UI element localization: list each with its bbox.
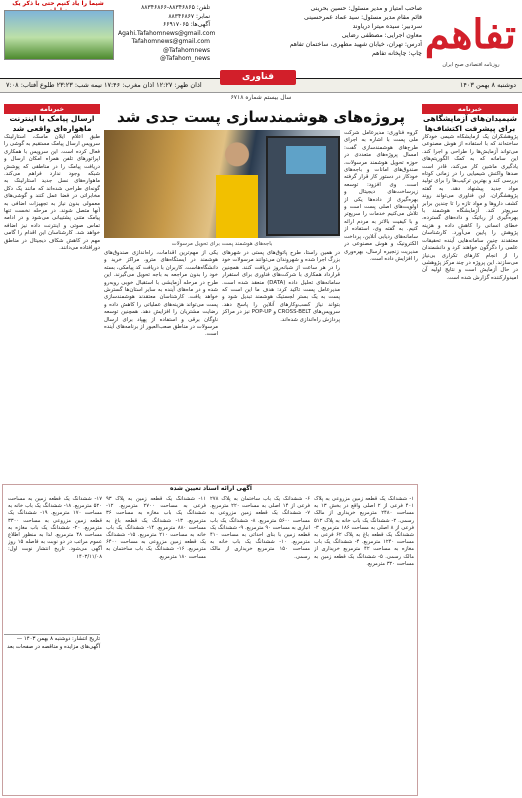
column-title[interactable]: شیمیدان‌های آزمایشگاهی برای پیشرفت اکتشاف‌ها [422, 114, 518, 133]
column-head: خبرنامه [422, 104, 518, 114]
section-badge: فناوری [220, 70, 296, 85]
printing-line: چاپ: چاپخانه تفاهم [371, 50, 422, 57]
column-head: خبرنامه [4, 104, 100, 114]
deputy-line: قائم مقام مدیر مسئول: سید عماد عمرحسینی [304, 14, 422, 21]
deputy-editor-line: معاون اجرایی: مصطفی رضایی [341, 32, 422, 39]
phone-line: تلفن: ۸۸۳۴۶۸۶۵-۸۸۳۴۶۸۶۶ [141, 4, 210, 11]
notice-column-4: ۱۷- ششدانگ یک قطعه زمین به مساحت ۵۲۰ مترمربع. ۱۸- ششدانگ یک باب خانه به مساحت ۱۷۰ مترمربع. ۱۹- ششدانگ یک قطعه زمین مزروعی به مساحت ۳۳۰۰ مترمربع. ۲۰- ششدانگ یک باب مغازه به مساحت ۴۸ مترمربع. لذا به منظور اطلاع عموم مراتب در دو نوبت به فاصله ۱۵ روز آگهی می‌شود. تاریخ انتشار نوبت اول: ۱۴۰۳/۱۱/۰۸ [8, 496, 102, 560]
photo-caption: باجه‌های هوشمند پست برای تحویل مرسولات [171, 241, 273, 247]
manager-line: صاحب امتیاز و مدیر مسئول: حسین بحرینی [310, 5, 422, 12]
email-link-ads[interactable]: Agahi.Tafahomnews@gmail.com [118, 29, 216, 37]
lower-left-box: تاریخ انتشار: دوشنبه ۸ بهمن ۱۴۰۳ — آگهی‌های مزایده و مناقصه در صفحات بعد [4, 634, 100, 795]
date-text: دوشنبه ۸ بهمن ۱۴۰۳ [459, 81, 516, 89]
masthead-contacts [118, 4, 216, 64]
newspaper-logo: تفاهم [424, 11, 516, 58]
kiosk-screen-graphic [286, 146, 326, 174]
social-link-1[interactable]: @Tafahomnews [163, 46, 210, 54]
column-body: پژوهشگران یک آزمایشگاه شیمی خودکار ساخته‌اند که با استفاده از هوش مصنوعی می‌تواند آزمایش‌ها را طراحی و اجرا کند. این سامانه که به کمک الگوریتم‌های یادگیری ماشین کار می‌کند، قادر است صدها واکنش شیمیایی را در زمانی کوتاه بررسی کند و بهترین ترکیب‌ها را برای تولید مواد جدید پیشنهاد دهد. به گفته پژوهشگران، این فناوری می‌تواند روند کشف داروها و مواد تازه را تا چندین برابر سریع‌تر کند. آزمایشگاه هوشمند با بهره‌گیری از رباتیک و داده‌های گسترده، خطای انسانی را کاهش داده و هزینه پژوهش را پایین می‌آورد. کارشناسان معتقدند چنین سامانه‌هایی آینده تحقیقات علمی را دگرگون خواهند کرد و دانشمندان را از انجام کارهای تکراری بی‌نیاز می‌سازند. این پروژه در چند مرکز پژوهشی در حال آزمایش است و نتایج اولیه آن امیدوارکننده گزارش شده است. [422, 134, 518, 281]
editor-line: سردبیر: سیده میترا دریاوند [352, 23, 422, 30]
notice-column-1: ۱- ششدانگ یک قطعه زمین مزروعی به پلاک ۴۰۱ فرعی از ۲ اصلی واقع در بخش ۱۳ به مساحت ۲۴۸۰ مترمربع خریداری از مالک رسمی. ۲- ششدانگ یک باب خانه به پلاک ۵۱۲ فرعی از ۸ اصلی به مساحت ۱۸۶ مترمربع. ۳- ششدانگ یک قطعه باغ به پلاک ۶۲ فرعی به مساحت ۱۲۴۰ مترمربع. ۴- ششدانگ یک باب مغازه به مساحت ۴۲ مترمربع خریداری از مالک رسمی. ۵- ششدانگ یک قطعه زمین به مساحت ۳۲۰ مترمربع. [314, 496, 414, 567]
logo-subtitle: روزنامه اقتصادی صبح ایران [442, 62, 500, 68]
notice-column-2: ۶- ششدانگ یک باب ساختمان به پلاک ۲۷۸ فرعی از ۱۴ اصلی به مساحت ۲۲۰ مترمربع. ۷- ششدانگ یک قطعه زمین مزروعی به مساحت ۵۶۰۰ مترمربع. ۸- ششدانگ یک باب انباری به مساحت ۹۰ مترمربع. ۹- ششدانگ یک قطعه زمین با بنای احداثی به مساحت ۴۱۰ مترمربع. ۱۰- ششدانگ یک باب خانه به مساحت ۱۵۰ مترمربع خریداری از مالک رسمی. [210, 496, 310, 560]
fax-line: نمابر: ۸۸۳۴۶۸۶۷ [168, 12, 210, 20]
ads-line: آگهی‌ها: ۶۶۹۱۷۰۶۵ [163, 21, 210, 28]
header-ad-image[interactable] [4, 10, 114, 60]
column-body: طبق اعلام ایلان ماسک، استارلینک سرویس ارسال پیامک مستقیم به گوشی را فعال کرده است. این سرویس با همکاری اپراتورهای تلفن همراه امکان ارسال و دریافت پیامک را در مناطقی که پوشش شبکه وجود ندارد فراهم می‌کند. ماهواره‌های نسل جدید استارلینک به گونه‌ای طراحی شده‌اند که مانند یک دکل مخابراتی در فضا عمل کنند و گوشی‌های معمولی بدون نیاز به تجهیزات اضافی به آنها متصل شوند. در مرحله نخست تنها پیامک متنی پشتیبانی می‌شود و در ادامه تماس صوتی و اینترنت داده نیز اضافه خواهد شد. کارشناسان این اقدام را گامی مهم در کاهش شکاف دیجیتال در مناطق دورافتاده می‌دانند. [4, 134, 100, 252]
social-link-2[interactable]: @Tafahom_news [160, 55, 210, 62]
column-title[interactable]: ارسال پیامک با اینترنت ماهواره‌ای واقعی شد [9, 114, 95, 133]
notice-column-3: ۱۱- ششدانگ یک قطعه زمین به پلاک ۹۳ فرعی به مساحت ۲۷۰۰ مترمربع. ۱۲- ششدانگ یک باب مغازه به مساحت ۳۶ مترمربع. ۱۳- ششدانگ یک قطعه باغ به مساحت ۸۸۰ مترمربع. ۱۴- ششدانگ یک باب خانه به مساحت ۲۱۰ مترمربع. ۱۵- ششدانگ یک قطعه زمین مزروعی به مساحت ۶۴۰۰ مترمربع. ۱۶- ششدانگ یک باب ساختمان به مساحت ۱۸۰ مترمربع. [106, 496, 206, 560]
postman-figure-graphic [207, 136, 267, 238]
issue-number: سال بیستم شماره ۶۷۱۸ [230, 94, 292, 101]
main-headline[interactable]: پروژه‌های هوشمندسازی پست جدی شد [116, 108, 406, 126]
masthead-credits [212, 4, 422, 58]
address-line: آدرس: تهران، خیابان شهید مطهری، ساختمان تفاهم [289, 41, 422, 48]
article-column-2: در همین راستا، طرح پاتوق‌های پستی در شهرهای بزرگ اجرا شده و شهروندان می‌توانند مرسولات خود را در هر ساعت از شبانه‌روز دریافت کنند. همچنین قرارداد همکاری با شرکت‌های فناوری برای استقرار سامانه‌های تحلیل داده (DATA) منعقد شده است. مدیرعامل پست تاکید کرد: هدف ما این است که پست به یک بستر لجستیک هوشمند تبدیل شود و بتواند نیاز کسب‌وکارهای آنلاین را پاسخ دهد. سرویس‌های CROSS-BELT و POP-UP نیز در مراکز پردازش راه‌اندازی شده‌اند. [222, 250, 340, 323]
email-link-main[interactable]: Tafahomnews@gmail.com [131, 38, 210, 45]
ad-slogan: شیما را یاد کنیم حتی با ذکر یک [12, 0, 104, 7]
prayer-times: اذان ظهر: ۱۲:۲۷ اذان مغرب: ۱۷:۴۶ نیمه شب: ۲۳:۲۳ طلوع آفتاب: ۷:۰۸ [6, 81, 202, 89]
article-column-3: یکی از مهم‌ترین اقدامات، راه‌اندازی صندوق‌های هوشمند در ایستگاه‌های مترو، مراکز خرید و دانشگاه‌هاست. کاربران با دریافت کد پیامکی، بسته خود را بدون مراجعه به باجه تحویل می‌گیرند. این طرح در مرحله آزمایشی با استقبال خوبی روبه‌رو شده و در ماه‌های آینده به سایر استان‌ها گسترش خواهد یافت. کارشناسان معتقدند هوشمندسازی پست می‌تواند هزینه‌های عملیاتی را کاهش داده و رضایت مشتریان را افزایش دهد. همچنین توسعه ناوگان برقی و استفاده از پهپاد برای ارسال مرسولات در مناطق صعب‌العبور از برنامه‌های آینده است. [104, 250, 218, 338]
right-news-column [422, 104, 518, 480]
notice-title: آگهی ارائه اسناد تعیین شده [170, 485, 252, 492]
article-column-1: گروه فناوری: مدیرعامل شرکت ملی پست با اشاره به اجرای طرح‌های هوشمندسازی گفت: امسال پروژه‌های متعددی در حوزه تحویل هوشمند مرسولات، صندوق‌های امانات و باجه‌های خودکار در دستور کار قرار گرفته است. وی افزود: توسعه زیرساخت‌های دیجیتال و بهره‌گیری از داده‌ها یکی از اولویت‌های اصلی پست است و تلاش می‌کنیم خدمات را سریع‌تر و با کیفیت بالاتر به مردم ارائه کنیم. به گفته وی، استفاده از سامانه‌های ردیابی آنلاین، پرداخت الکترونیک و هوش مصنوعی در مدیریت زنجیره ارسال، بهره‌وری را افزایش داده است. [344, 130, 418, 262]
